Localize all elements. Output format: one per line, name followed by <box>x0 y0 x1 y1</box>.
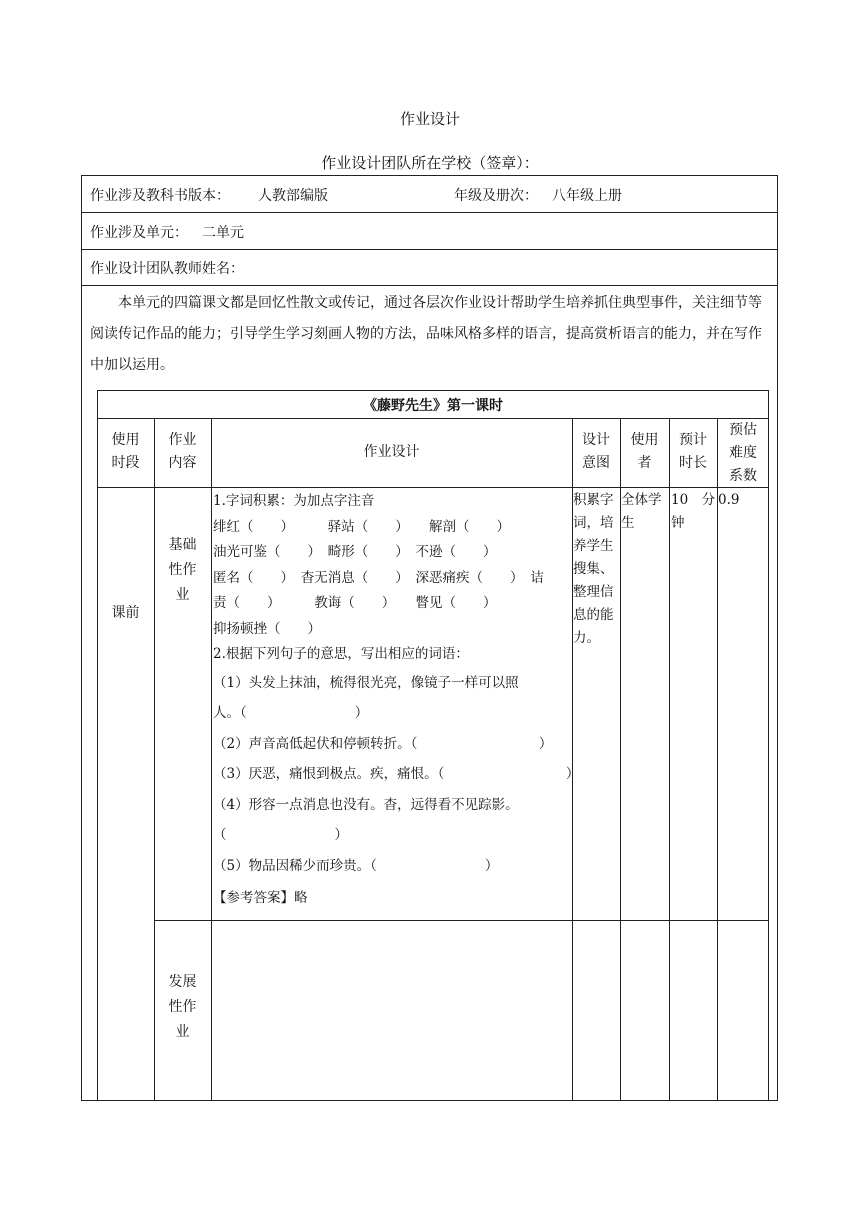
q2-item: （ ） <box>213 827 348 843</box>
basic-content <box>213 489 580 914</box>
teacher-label: 作业设计团队教师姓名： <box>90 261 244 277</box>
q1-row: 责（ ） 教诲（ ） 瞥见（ ） <box>213 595 497 611</box>
reference-answer: 【参考答案】略 <box>213 890 308 906</box>
q1-row: 油光可鉴（ ） 畸形（ ） 不逊（ ） <box>213 544 497 560</box>
q1-row: 匿名（ ） 杳无消息（ ） 深恶痛疾（ ） 诘 <box>213 569 544 586</box>
header-duration: 预计 时长 <box>679 432 707 471</box>
row-divider <box>81 249 778 250</box>
q2-item: （5）物品因稀少而珍贵。（ ） <box>213 857 499 874</box>
q2-item: （3）厌恶，痛恨到极点。疾，痛恨。（ ） <box>213 766 580 782</box>
basic-duration: 10 分 钟 <box>671 492 716 531</box>
grade-label: 年级及册次： <box>454 188 538 204</box>
q2-item: （2）声音高低起伏和停顿转折。（ ） <box>213 735 553 752</box>
header-difficulty: 预估 难度 系数 <box>729 422 757 484</box>
q2-item: 人。（ ） <box>213 705 369 721</box>
q2-title: 2.根据下列句子的意思，写出相应的词语： <box>213 646 469 662</box>
doc-title: 作业设计 <box>399 110 460 128</box>
unit-value: 二单元 <box>202 225 244 241</box>
q1-title: 1.字词积累：为加点字注音 <box>213 493 375 509</box>
header-design: 作业设计 <box>363 444 420 460</box>
q1-row: 抑扬顿挫（ ） <box>213 620 321 637</box>
q2-item: （1）头发上抹油，梳得很光亮，像镜子一样可以照 <box>213 674 519 691</box>
row-divider <box>81 212 778 213</box>
basic-user: 全体学 生 <box>621 492 662 531</box>
school-line: 作业设计团队所在学校（签章）： <box>321 154 539 172</box>
grade-value: 八年级上册 <box>552 188 622 204</box>
basic-type: 基础 性作 业 <box>168 537 197 603</box>
row-divider <box>154 920 769 921</box>
period-value: 课前 <box>111 605 140 621</box>
basic-difficulty: 0.9 <box>718 492 740 508</box>
basic-intent: 积累字 词，培 养学生 搜集、 整理信 息的能 力。 <box>573 492 614 646</box>
unit-label: 作业涉及单元： <box>90 225 188 241</box>
header-content: 作业 内容 <box>168 432 197 471</box>
q2-item: （4）形容一点消息也没有。杳，远得看不见踪影。 <box>213 796 519 813</box>
textbook-value: 人教部编版 <box>258 188 328 204</box>
header-user: 使用 者 <box>630 432 659 471</box>
develop-type: 发展 性作 业 <box>168 974 197 1040</box>
textbook-label: 作业涉及教科书版本： <box>90 188 230 204</box>
col-divider <box>669 418 670 1101</box>
unit-intro-text: 本单元的四篇课文都是回忆性散文或传记，通过各层次作业设计帮助学生培养抓住典型事件，关注细节等阅读传记作品的能力；引导学生学习刻画人物的方法，品味风格多样的语言，提高赏析语言的能力，并在写作中加以运用。 <box>90 295 762 373</box>
row-divider <box>81 285 778 286</box>
q1-row: 绯红（ ） 驿站（ ） 解剖（ ） <box>213 518 510 535</box>
header-intent: 设计 意图 <box>582 432 610 471</box>
lesson-title: 《藤野先生》第一课时 <box>363 398 503 414</box>
unit-intro <box>90 288 770 381</box>
col-divider <box>211 418 212 1101</box>
header-period: 使用 时段 <box>111 432 140 471</box>
